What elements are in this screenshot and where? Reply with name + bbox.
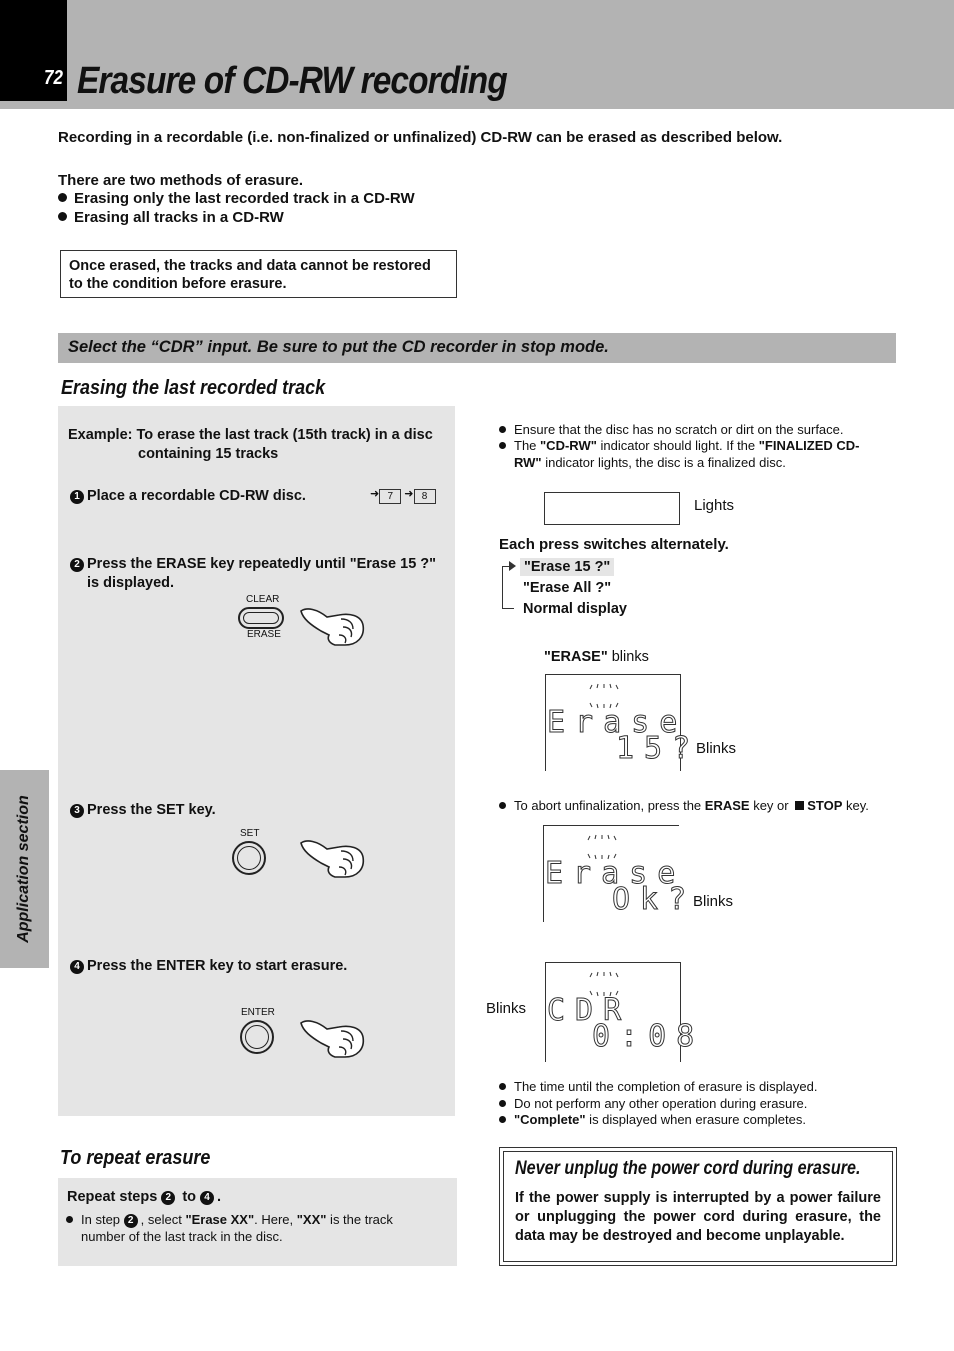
cycle-item: "Erase All ?" bbox=[523, 580, 612, 596]
blinks-label: Blinks bbox=[693, 893, 734, 910]
lcd-line-2: 0:08 bbox=[592, 1019, 705, 1054]
lcd-line-1: Erase bbox=[547, 705, 688, 740]
lights-label: Lights bbox=[694, 497, 735, 514]
intro-text: Recording in a recordable (i.e. non-finalized or unfinalized) CD-RW can be erased as described below. bbox=[58, 129, 783, 146]
pointing-hand-icon bbox=[299, 1013, 367, 1061]
cycle-bracket bbox=[502, 566, 514, 609]
step-number-icon: 1 bbox=[70, 490, 84, 504]
instruction-bar: Select the “CDR” input. Be sure to put the CD recorder in stop mode. bbox=[58, 333, 896, 363]
stop-icon bbox=[795, 801, 804, 810]
note-disc-condition: Ensure that the disc has no scratch or dirt on the surface. bbox=[499, 421, 844, 438]
arrow-icon: ➜ bbox=[370, 488, 380, 500]
bullet-icon bbox=[499, 1116, 506, 1123]
bullet-icon bbox=[499, 442, 506, 449]
lcd-display-cdr-time bbox=[545, 962, 705, 1062]
method-item: Erasing all tracks in a CD-RW bbox=[58, 209, 284, 226]
pointing-hand-icon bbox=[299, 833, 367, 881]
abort-note: To abort unfinalization, press the ERASE key or STOP key. bbox=[499, 798, 869, 813]
note-time-display: The time until the completion of erasure is displayed. bbox=[499, 1079, 818, 1094]
repeat-steps: Repeat steps 2 to 4 . bbox=[67, 1189, 222, 1205]
cycle-arrow-icon bbox=[509, 561, 516, 571]
caution-box bbox=[499, 1147, 897, 1266]
step-2: 2 Press the ERASE key repeatedly until "Erase 15 ?" is displayed. bbox=[70, 555, 455, 593]
page-number: 72 bbox=[44, 67, 63, 89]
bullet-icon bbox=[66, 1216, 73, 1223]
enter-key-icon bbox=[240, 1020, 274, 1054]
book-icon: 7 bbox=[379, 489, 401, 504]
note-no-operation: Do not perform any other operation during erasure. bbox=[499, 1096, 807, 1111]
book-icon: 8 bbox=[414, 489, 436, 504]
set-key-icon bbox=[232, 841, 266, 875]
set-key-label: SET bbox=[240, 828, 260, 839]
blinks-label: Blinks bbox=[696, 740, 737, 757]
erase-key-label: ERASE bbox=[247, 629, 281, 640]
clear-key-label: CLEAR bbox=[246, 594, 280, 605]
pointing-hand-icon bbox=[299, 601, 367, 649]
step-number-icon: 2 bbox=[124, 1214, 138, 1228]
arrow-icon: ➜ bbox=[404, 488, 414, 500]
blinks-label: Blinks bbox=[486, 1000, 527, 1017]
step-number-icon: 4 bbox=[200, 1191, 214, 1205]
lcd-line-2: Ok? bbox=[612, 882, 697, 917]
lcd-line-2: 15? bbox=[616, 731, 701, 766]
step-3: 3 Press the SET key. bbox=[70, 801, 216, 820]
bullet-icon bbox=[499, 426, 506, 433]
note-complete: "Complete" is displayed when erasure completes. bbox=[499, 1112, 806, 1127]
methods-heading: There are two methods of erasure. bbox=[58, 172, 304, 189]
lcd-line-1: CDR bbox=[547, 993, 632, 1028]
method-item: Erasing only the last recorded track in a CD-RW bbox=[58, 190, 415, 207]
enter-key-label: ENTER bbox=[241, 1007, 275, 1018]
bullet-icon bbox=[499, 802, 506, 809]
caution-body: If the power supply is interrupted by a power failure or unplugging the power cord during erasure, the data may be destroyed and become unplayable. bbox=[515, 1190, 881, 1244]
cycle-item: Normal display bbox=[523, 601, 627, 617]
section-heading-erase-last: Erasing the last recorded track bbox=[61, 377, 326, 399]
warning-box: Once erased, the tracks and data cannot be restored to the condition before erasure. bbox=[60, 250, 457, 298]
page-reference bbox=[370, 487, 436, 504]
bullet-icon bbox=[499, 1083, 506, 1090]
bullet-icon bbox=[58, 193, 67, 202]
erase-blinks-caption: "ERASE" blinks bbox=[544, 649, 649, 665]
page-title: Erasure of CD-RW recording bbox=[77, 60, 507, 102]
erase-key-icon bbox=[238, 607, 284, 629]
step-number-icon: 4 bbox=[70, 960, 84, 974]
press-switch-heading: Each press switches alternately. bbox=[499, 536, 729, 553]
bullet-icon bbox=[499, 1100, 506, 1107]
repeat-note: In step 2 , select "Erase XX". Here, "XX" is the track number of the last track in the disc. bbox=[66, 1211, 446, 1245]
step-number-icon: 2 bbox=[70, 558, 84, 572]
side-tab-label: Application section bbox=[15, 795, 32, 943]
caution-title: Never unplug the power cord during erasure. bbox=[515, 1158, 861, 1179]
cycle-item: "Erase 15 ?" bbox=[520, 558, 614, 576]
step-4: 4 Press the ENTER key to start erasure. bbox=[70, 957, 347, 976]
section-heading-repeat: To repeat erasure bbox=[60, 1147, 211, 1169]
lcd-display-erase-15 bbox=[545, 674, 701, 771]
example-text: Example: To erase the last track (15th track) in a disc containing 15 tracks bbox=[68, 427, 433, 462]
step-1: 1 Place a recordable CD-RW disc. bbox=[70, 487, 306, 506]
step-number-icon: 2 bbox=[161, 1191, 175, 1205]
lcd-display-erase-ok bbox=[543, 825, 697, 922]
indicator-display bbox=[544, 492, 680, 525]
bullet-icon bbox=[58, 212, 67, 221]
step-number-icon: 3 bbox=[70, 804, 84, 818]
note-cdrw-indicator: The "CD-RW" indicator should light. If the "FINALIZED CD- RW" indicator lights, the disc is a finalized disc. bbox=[499, 437, 889, 471]
lcd-line-1: Erase bbox=[545, 856, 686, 891]
